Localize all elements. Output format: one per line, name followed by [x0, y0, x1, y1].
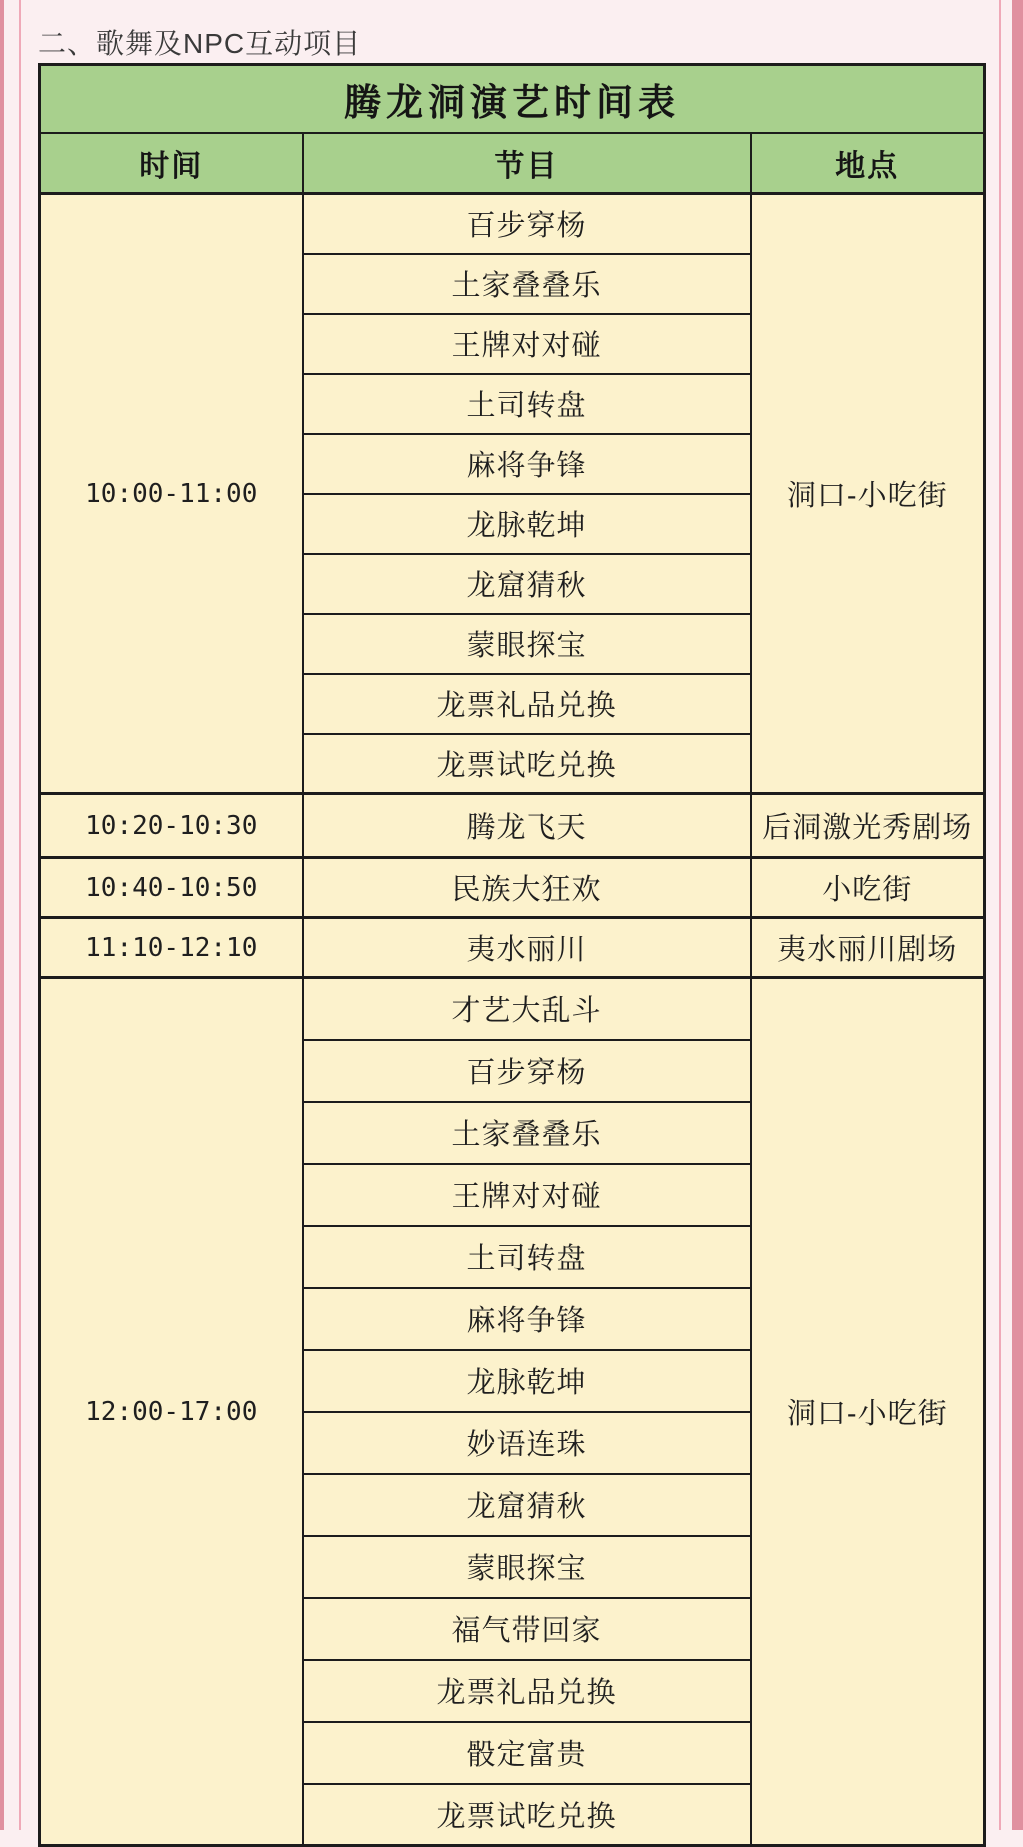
program-cell: 蒙眼探宝 [303, 1536, 751, 1598]
program-cell: 骰定富贵 [303, 1722, 751, 1784]
time-cell: 12:00-17:00 [40, 978, 303, 1846]
program-cell: 麻将争锋 [303, 1288, 751, 1350]
program-cell: 龙窟猜秋 [303, 1474, 751, 1536]
program-cell: 龙脉乾坤 [303, 1350, 751, 1412]
location-cell: 夷水丽川剧场 [751, 918, 985, 978]
program-cell: 百步穿杨 [303, 1040, 751, 1102]
table-title-row [40, 65, 985, 133]
time-cell: 10:40-10:50 [40, 858, 303, 918]
table-title: 腾龙洞演艺时间表 [40, 65, 985, 133]
program-cell: 王牌对对碰 [303, 314, 751, 374]
program-cell: 土司转盘 [303, 1226, 751, 1288]
program-cell: 龙票试吃兑换 [303, 734, 751, 794]
left-accent-stripe [0, 0, 4, 1830]
column-header-time: 时间 [40, 133, 303, 194]
program-cell: 土家叠叠乐 [303, 254, 751, 314]
program-cell: 百步穿杨 [303, 194, 751, 254]
table-row [40, 978, 985, 1040]
program-cell: 龙票礼品兑换 [303, 1660, 751, 1722]
column-header-program: 节目 [303, 133, 751, 194]
program-cell: 土家叠叠乐 [303, 1102, 751, 1164]
right-accent-stripe [1012, 0, 1023, 1830]
schedule-table [38, 63, 986, 1847]
program-cell: 福气带回家 [303, 1598, 751, 1660]
program-cell: 龙脉乾坤 [303, 494, 751, 554]
program-cell: 妙语连珠 [303, 1412, 751, 1474]
program-cell: 龙窟猜秋 [303, 554, 751, 614]
program-cell: 民族大狂欢 [303, 858, 751, 918]
program-cell: 麻将争锋 [303, 434, 751, 494]
column-header-location: 地点 [751, 133, 985, 194]
left-accent-line [19, 0, 21, 1830]
table-row [40, 194, 985, 254]
section-heading: 二、歌舞及NPC互动项目 [38, 28, 362, 59]
table-row [40, 794, 985, 858]
table-header-row [40, 133, 985, 194]
program-cell: 才艺大乱斗 [303, 978, 751, 1040]
time-cell: 11:10-12:10 [40, 918, 303, 978]
time-cell: 10:00-11:00 [40, 194, 303, 794]
program-cell: 龙票礼品兑换 [303, 674, 751, 734]
location-cell: 洞口-小吃街 [751, 978, 985, 1846]
program-cell: 王牌对对碰 [303, 1164, 751, 1226]
table-row [40, 918, 985, 978]
time-cell: 10:20-10:30 [40, 794, 303, 858]
table-row [40, 858, 985, 918]
location-cell: 洞口-小吃街 [751, 194, 985, 794]
program-cell: 腾龙飞天 [303, 794, 751, 858]
right-accent-line [999, 0, 1001, 1830]
program-cell: 夷水丽川 [303, 918, 751, 978]
location-cell: 后洞激光秀剧场 [751, 794, 985, 858]
program-cell: 土司转盘 [303, 374, 751, 434]
program-cell: 龙票试吃兑换 [303, 1784, 751, 1846]
location-cell: 小吃街 [751, 858, 985, 918]
schedule-body [40, 194, 985, 1846]
program-cell: 蒙眼探宝 [303, 614, 751, 674]
